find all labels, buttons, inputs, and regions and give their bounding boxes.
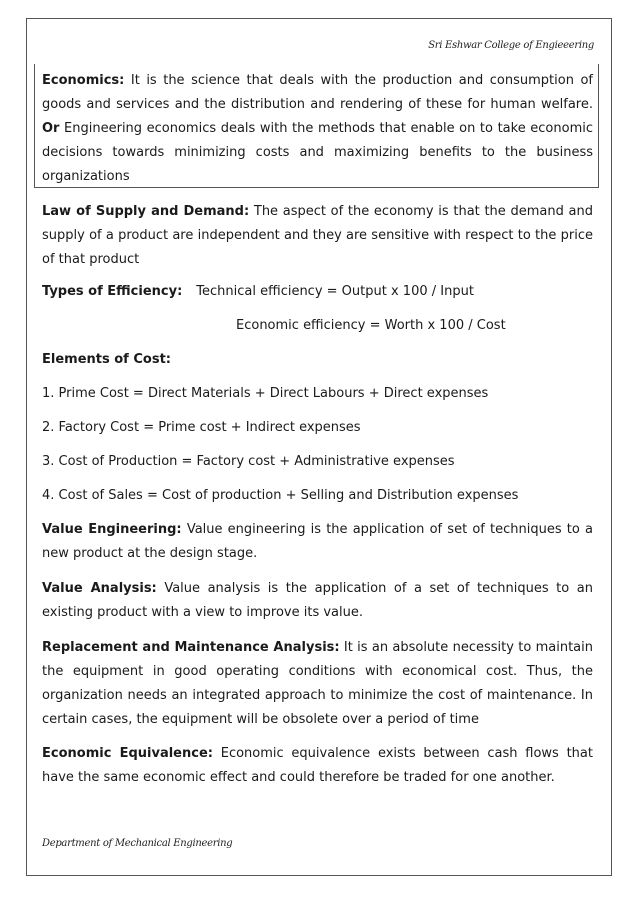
value-analysis-term: Value Analysis:	[42, 581, 157, 596]
cost-item: 4. Cost of Sales = Cost of production + Selling and Distribution expenses	[42, 488, 519, 503]
replacement-text: It is an absolute necessity to maintain the equipment in good operating conditions with economical cost. Thus, the organization needs an integrated approach to minimize the cost of maintenance. In certain cases, the equipment will be obsolete over a period of time	[42, 640, 593, 727]
economics-text: It is the science that deals with the production and consumption of goods and services and the distribution and rendering of these for human welfare.	[42, 73, 593, 112]
replacement-term: Replacement and Maintenance Analysis:	[42, 640, 340, 655]
value-engineering-text: Value engineering is the application of set of techniques to a new product at the design stage.	[42, 522, 593, 561]
value-engineering-paragraph	[42, 518, 593, 566]
equivalence-text: Economic equivalence exists between cash flows that have the same economic effect and could therefore be traded for one another.	[42, 746, 593, 785]
supply-demand-term: Law of Supply and Demand:	[42, 204, 250, 219]
value-analysis-text: Value analysis is the application of a set of techniques to an existing product with a view to improve its value.	[42, 581, 593, 620]
efficiency-section	[42, 280, 593, 338]
equivalence-paragraph	[42, 742, 593, 790]
cost-item: 1. Prime Cost = Direct Materials + Direct Labours + Direct expenses	[42, 386, 489, 401]
equivalence-term: Economic Equivalence:	[42, 746, 213, 761]
or-label: Or	[42, 121, 60, 136]
technical-efficiency-formula: Technical efficiency = Output x 100 / Input	[196, 284, 474, 299]
supply-demand-paragraph	[42, 200, 593, 272]
efficiency-term: Types of Efficiency:	[42, 284, 183, 299]
economics-term: Economics:	[42, 73, 125, 88]
cost-heading: Elements of Cost:	[42, 352, 171, 367]
page-header: Sri Eshwar College of Engieeering	[428, 40, 594, 51]
cost-item: 3. Cost of Production = Factory cost + Administrative expenses	[42, 454, 455, 469]
cost-item: 2. Factory Cost = Prime cost + Indirect expenses	[42, 420, 361, 435]
economic-efficiency-formula: Economic efficiency = Worth x 100 / Cost	[236, 318, 506, 333]
engineering-economics-text: Engineering economics deals with the methods that enable on to take economic decisions towards minimizing costs and maximizing benefits to the business organizations	[42, 121, 593, 184]
value-engineering-term: Value Engineering:	[42, 522, 182, 537]
supply-demand-text: The aspect of the economy is that the demand and supply of a product are independent and they are sensitive with respect to the price of that product	[42, 204, 593, 267]
cost-section	[42, 348, 593, 508]
economics-paragraph	[42, 69, 593, 189]
replacement-paragraph	[42, 636, 593, 732]
page-footer: Department of Mechanical Engineering	[42, 838, 233, 849]
value-analysis-paragraph	[42, 577, 593, 625]
